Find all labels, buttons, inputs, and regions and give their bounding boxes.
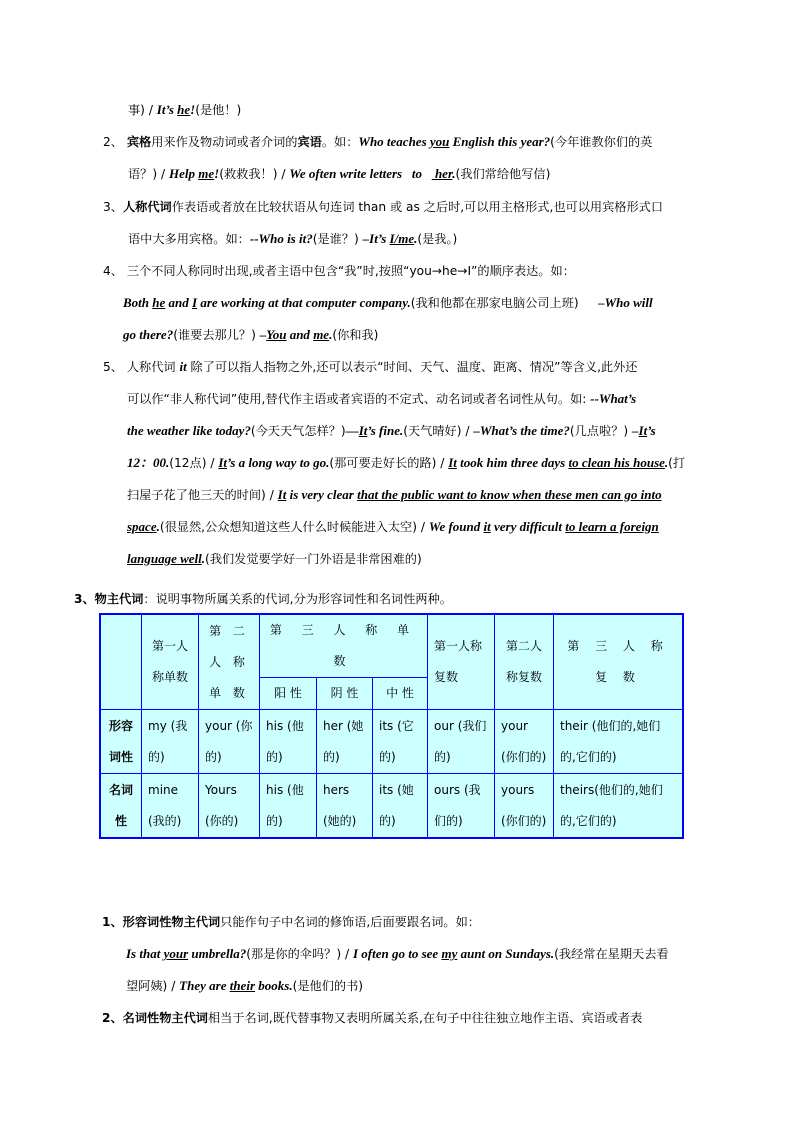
- line-12: 12：00.(12点) / It’s a long way to go.(那可要走好长的路) / It took him three days to clean his house.(打: [127, 455, 686, 470]
- line-2: 2、 宾格用来作及物动词或者介词的宾语。如：Who teaches you English this year?(今年谁教你们的英: [103, 134, 653, 149]
- table-cell: his (他的): [260, 774, 317, 839]
- line-19: 望阿姨) / They are their books.(是他们的书): [126, 978, 364, 993]
- table-row: [100, 774, 683, 839]
- line-16: 3、物主代词：说明事物所属关系的代词,分为形容词性和名词性两种。: [74, 592, 452, 606]
- table-cell: your (你们的): [495, 710, 554, 774]
- line-17: 1、形容词性物主代词只能作句子中名词的修饰语,后面要跟名词。如：: [102, 915, 480, 929]
- possessive-pronoun-table: [99, 613, 684, 839]
- line-9: 5、 人称代词 it 除了可以指人指物之外,还可以表示“时间、天气、温度、距离、情况”等含义,此外还: [103, 359, 638, 374]
- line-10: 可以作“非人称代词”使用,替代作主语或者宾语的不定式、动名词或者名词性从句。如: --What’s: [127, 391, 637, 406]
- header-neuter: 中 性: [373, 678, 428, 710]
- table-cell: your (你的): [199, 710, 260, 774]
- table-cell: theirs(他们的,她们的,它们的): [554, 774, 684, 839]
- row-label: 形容词性: [100, 710, 142, 774]
- row-label: 名词性: [100, 774, 142, 839]
- line-5: 语中大多用宾格。如：--Who is it?(是谁？) –It’s I/me.(是我。): [128, 231, 458, 246]
- line-13: 扫屋子花了他三天的时间) / It is very clear that the public want to know when these men can go into: [127, 487, 662, 502]
- table-cell: my (我的): [142, 710, 199, 774]
- line-8: go there?(谁要去那儿？) –You and me.(你和我): [123, 327, 379, 342]
- table-cell: its (它的): [373, 710, 428, 774]
- line-4: 3、人称代词作表语或者放在比较状语从句连词 than 或 as 之后时,可以用主格形式,也可以用宾格形式口: [103, 200, 664, 214]
- header-third-plural: 第 三 人 称 复 数: [554, 614, 684, 710]
- table-cell: its (她的): [373, 774, 428, 839]
- table-cell: yours (你们的): [495, 774, 554, 839]
- line-6: 4、 三个不同人称同时出现,或者主语中包含“我”时,按照“you→he→I”的顺序表达。如：: [103, 264, 575, 278]
- line-1: 事) / It’s he!(是他！): [128, 102, 242, 117]
- table-cell: her (她的): [317, 710, 373, 774]
- line-15: language well.(我们发觉要学好一门外语是非常困难的): [127, 551, 422, 566]
- line-3: 语？) / Help me!(救救我！) / We often write letters to her.(我们常给他写信): [128, 166, 551, 181]
- line-11: the weather like today?(今天天气怎样？)—It’s fine.(天气晴好) / –What’s the time?(几点啦？) –It’s: [127, 423, 656, 438]
- line-18: Is that your umbrella?(那是你的伞吗？) / I often go to see my aunt on Sundays.(我经常在星期天去看: [126, 946, 669, 961]
- table-row: [100, 710, 683, 774]
- table-corner-cell: [100, 614, 142, 710]
- line-14: space.(很显然,公众想知道这些人什么时候能进入太空) / We found it very difficult to learn a foreign: [127, 519, 659, 534]
- table-cell: their (他们的,她们的,它们的): [554, 710, 684, 774]
- table-cell: his (他的): [260, 710, 317, 774]
- header-second-plural: 第二人称复数: [495, 614, 554, 710]
- table-header-row: [100, 614, 683, 678]
- header-feminine: 阴 性: [317, 678, 373, 710]
- header-first-singular: 第一人称单数: [142, 614, 199, 710]
- table-cell: mine (我的): [142, 774, 199, 839]
- table-cell: our (我们的): [428, 710, 495, 774]
- header-masculine: 阳 性: [260, 678, 317, 710]
- header-first-plural: 第一人称复数: [428, 614, 495, 710]
- line-20: 2、名词性物主代词相当于名词,既代替事物又表明所属关系,在句子中往往独立地作主语、宾语或者表: [102, 1011, 643, 1025]
- table-cell: hers (她的): [317, 774, 373, 839]
- line-7: Both he and I are working at that computer company.(我和他都在那家电脑公司上班) –Who will: [123, 295, 653, 310]
- table-cell: ours (我们的): [428, 774, 495, 839]
- table-cell: Yours (你的): [199, 774, 260, 839]
- header-third-singular: 第 三 人 称 单 数: [260, 614, 428, 678]
- header-second-singular: 第 二 人 称 单 数: [199, 614, 260, 710]
